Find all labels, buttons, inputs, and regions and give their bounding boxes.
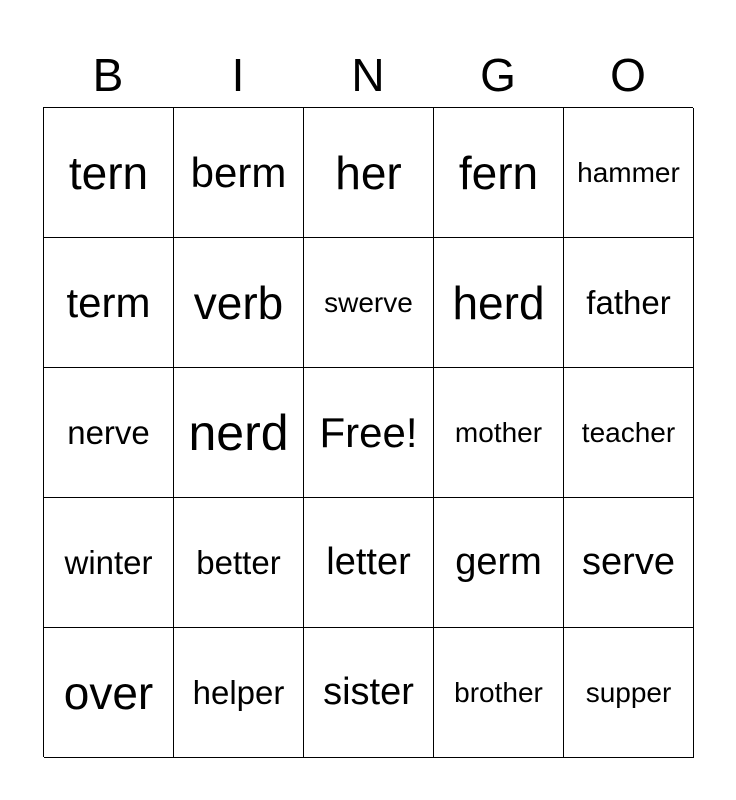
bingo-cell[interactable]: winter: [44, 498, 174, 628]
bingo-cell[interactable]: mother: [434, 368, 564, 498]
bingo-cell[interactable]: germ: [434, 498, 564, 628]
bingo-cell[interactable]: her: [304, 108, 434, 238]
bingo-grid: [43, 107, 693, 757]
free-space[interactable]: Free!: [304, 368, 434, 498]
bingo-cell[interactable]: sister: [304, 628, 434, 758]
bingo-card: [43, 43, 693, 719]
bingo-cell[interactable]: nerd: [174, 368, 304, 498]
bingo-cell[interactable]: berm: [174, 108, 304, 238]
bingo-cell[interactable]: teacher: [564, 368, 694, 498]
bingo-cell[interactable]: swerve: [304, 238, 434, 368]
bingo-cell[interactable]: brother: [434, 628, 564, 758]
bingo-cell[interactable]: term: [44, 238, 174, 368]
bingo-cell[interactable]: letter: [304, 498, 434, 628]
bingo-cell[interactable]: verb: [174, 238, 304, 368]
bingo-cell[interactable]: fern: [434, 108, 564, 238]
bingo-cell[interactable]: supper: [564, 628, 694, 758]
bingo-cell[interactable]: better: [174, 498, 304, 628]
header-letter-i: I: [231, 49, 245, 101]
header-letter-o: O: [610, 49, 646, 101]
bingo-cell[interactable]: tern: [44, 108, 174, 238]
bingo-cell[interactable]: herd: [434, 238, 564, 368]
header-letter-b: B: [92, 49, 124, 101]
bingo-cell[interactable]: father: [564, 238, 694, 368]
header-letter-g: G: [480, 49, 516, 101]
bingo-cell[interactable]: serve: [564, 498, 694, 628]
bingo-cell[interactable]: hammer: [564, 108, 694, 238]
bingo-header: [43, 43, 693, 107]
bingo-cell[interactable]: helper: [174, 628, 304, 758]
header-letter-n: N: [351, 49, 385, 101]
bingo-cell[interactable]: nerve: [44, 368, 174, 498]
bingo-cell[interactable]: over: [44, 628, 174, 758]
